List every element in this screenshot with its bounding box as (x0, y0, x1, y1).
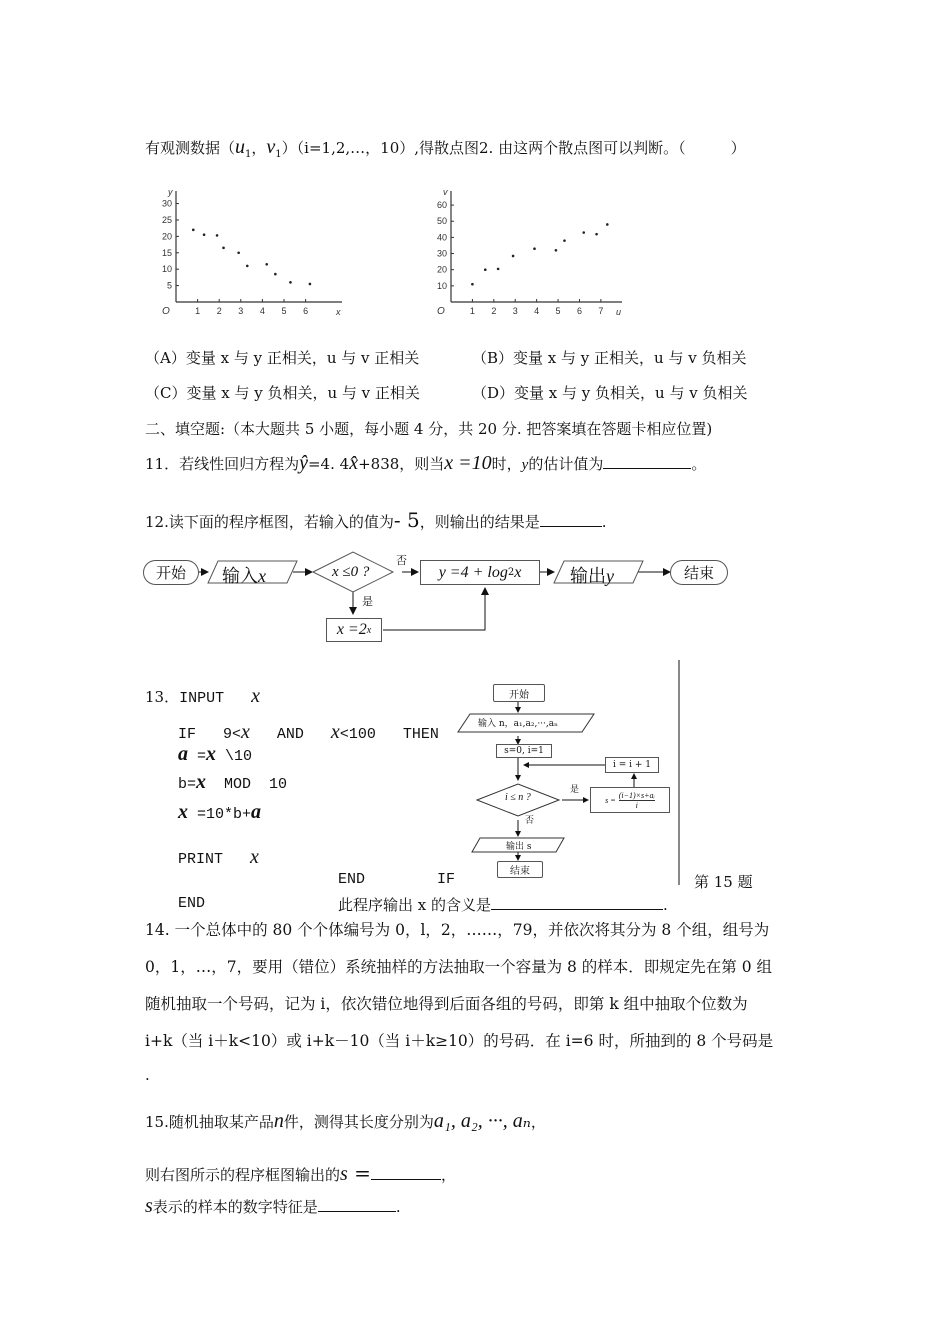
fc12-end: 结束 (670, 560, 728, 585)
fc15-fraction: $\frac{\text{(i−1)×s+aᵢ}}{i}$ (618, 790, 655, 810)
fc15-update-s: s = $\frac{\text{(i−1)×s+aᵢ}}{i}$ (590, 787, 670, 813)
y-tick-label: 40 (436, 232, 447, 243)
fc12-input: 输入x (222, 566, 266, 587)
data-point (274, 273, 277, 276)
y-tick-label: 20 (436, 264, 447, 275)
y-tick-label: 30 (161, 198, 172, 209)
q11-mid: =4. 4 (307, 455, 350, 473)
intro-line (145, 136, 746, 160)
data-point (606, 223, 609, 226)
option-b: （B）变量 x 与 y 正相关，u 与 v 负相关 (472, 349, 747, 367)
q15-answer-blank-1[interactable] (371, 1165, 441, 1180)
q15-sequence: a₁, a₂, ···, aₙ (433, 1110, 531, 1132)
q11-xhat: x̂ (349, 452, 359, 474)
x-tick-label: 2 (216, 306, 222, 316)
fc12-assign-box: x =2 x (326, 618, 382, 642)
fc12-yes-label: 是 (362, 595, 373, 608)
q13-line-7: END IF (338, 871, 456, 888)
q12-end: . (601, 513, 607, 531)
option-a: （A）变量 x 与 y 正相关，u 与 v 正相关 (145, 349, 420, 367)
data-point (216, 234, 219, 237)
fc15-update-i: i = i + 1 (605, 757, 659, 773)
x-axis-label: x (336, 307, 341, 317)
q12-input-value: - 5 (393, 508, 420, 532)
origin-label: O (437, 306, 445, 317)
fc15-start: 开始 (493, 684, 545, 702)
fc12-output: 输出y (570, 566, 614, 587)
data-point (595, 233, 598, 236)
q13-line-2: IF 9<x AND x<100 THEN (178, 721, 439, 743)
q14-line-5: . (145, 1066, 150, 1084)
y-tick-label: 60 (436, 200, 447, 211)
var-u: u (235, 136, 246, 158)
fc15-input: 输入 n，a₁,a₂,···,aₙ (478, 719, 559, 729)
intro-pre: 有观测数据（ (145, 139, 236, 157)
data-point (237, 251, 240, 254)
y-tick-label: 25 (161, 214, 172, 225)
x-tick-label: 4 (534, 306, 540, 316)
y-tick-label: 10 (436, 280, 447, 291)
q14-line-3: 随机抽取一个号码，记为 i，依次错位地得到后面各组的号码，即第 k 组中抽取个位数为 (145, 995, 748, 1013)
x-axis-label: u (616, 307, 622, 317)
fc15-init: s=0, i=1 (496, 744, 552, 758)
y-tick-label: 15 (161, 247, 172, 258)
q11-post3: 的估计值为 (528, 455, 604, 473)
fc12-calc-box: y =4 + log 2 x (420, 560, 540, 585)
data-point (512, 255, 515, 258)
intro-post: ）（i=1,2,…，10）,得散点图2. 由这两个散点图可以判断。（ ） (281, 139, 746, 157)
x-tick-label: 1 (195, 306, 201, 316)
data-point (265, 263, 268, 266)
intro-sep: ， (251, 139, 267, 157)
y-tick-label: 20 (161, 231, 172, 242)
data-point (484, 268, 487, 271)
flowchart-15-connectors (450, 660, 690, 890)
x-tick-label: 6 (303, 306, 309, 316)
q15-line-2: 则右图所示的程序框图输出的s = ， (145, 1161, 456, 1185)
q13-meaning: 此程序输出 x 的含义是 . (338, 896, 668, 914)
y-tick-label: 5 (166, 280, 172, 291)
x-tick-label: 3 (238, 306, 244, 316)
data-point (289, 281, 292, 284)
scatter-plot-uv (425, 185, 630, 320)
fc15-end: 结束 (497, 861, 543, 878)
fc12-arrow-loop (383, 588, 485, 630)
q15-answer-blank-2[interactable] (318, 1197, 396, 1212)
option-d: （D）变量 x 与 y 负相关，u 与 v 负相关 (472, 384, 748, 402)
q12-post: ，则输出的结果是 (419, 513, 540, 531)
data-point (563, 239, 566, 242)
fc15-no-label: 否 (525, 816, 535, 826)
data-point (309, 283, 312, 286)
x-tick-label: 7 (598, 306, 604, 316)
x-tick-label: 3 (512, 306, 518, 316)
fc15-condition: i ≤ n ? (505, 792, 531, 803)
q13-line-1: 13．INPUT x (145, 685, 261, 707)
scatter-plot-xy (150, 185, 350, 320)
q11-post2: 时， (491, 455, 522, 473)
v-subscript: 1 (275, 149, 282, 160)
q11-yhat: ŷ (299, 452, 308, 474)
q11-y: y (521, 457, 529, 473)
q11-answer-blank[interactable] (603, 454, 691, 469)
y-axis-label: v (443, 187, 448, 197)
data-point (497, 268, 500, 271)
data-point (203, 233, 206, 236)
fc12-start: 开始 (143, 560, 199, 585)
data-point (246, 265, 249, 268)
option-c: （C）变量 x 与 y 负相关，u 与 v 正相关 (145, 384, 420, 402)
data-point (192, 229, 195, 232)
var-v: v (266, 136, 276, 158)
q12-answer-blank[interactable] (540, 512, 602, 527)
x-tick-label: 2 (491, 306, 497, 316)
data-point (555, 249, 558, 252)
x-tick-label: 1 (469, 306, 475, 316)
q14-line-1: 14. 一个总体中的 80 个个体编号为 0，l，2，……，79，并依次将其分为 8 个组，组号为 (145, 921, 770, 939)
data-point (471, 283, 474, 286)
fc15-yes-label: 是 (570, 785, 580, 795)
fc12-condition: x ≤0 ? (332, 564, 370, 580)
q11-post: +838，则当 (358, 455, 445, 473)
data-point (582, 231, 585, 234)
q13-answer-blank[interactable] (491, 895, 663, 910)
fc15-caption: 第 15 题 (694, 873, 753, 891)
q14-line-4: i+k（当 i＋k<10）或 i+k－10（当 i＋k≥10）的号码．在 i=6 时，所抽到的 8 个号码是 (145, 1032, 774, 1050)
q12-pre: 12.读下面的程序框图，若输入的值为 (145, 513, 394, 531)
data-point (222, 247, 225, 250)
q13-line-6: PRINT x (178, 846, 259, 868)
origin-label: O (162, 306, 170, 317)
q13-line-3: a =x \10 (178, 743, 253, 765)
y-tick-label: 30 (436, 248, 447, 259)
fc15-output: 输出 s (506, 842, 532, 852)
x-tick-label: 5 (555, 306, 561, 316)
u-subscript: 1 (245, 149, 252, 160)
q13-line-5: x =10*b+a (178, 801, 262, 823)
q14-line-2: 0，1，…，7，要用（错位）系统抽样的方法抽取一个容量为 8 的样本．即规定先在第 0 组 (145, 958, 773, 976)
y-tick-label: 10 (161, 264, 172, 275)
q11-x-eq: x =10 (444, 452, 492, 474)
y-tick-label: 50 (436, 216, 447, 227)
data-point (533, 247, 536, 250)
q13-line-8: END (178, 895, 206, 912)
q13-line-4: b=x MOD 10 (178, 771, 288, 793)
fc12-no-label: 否 (396, 554, 407, 567)
question-12 (145, 508, 607, 532)
x-tick-label: 6 (576, 306, 582, 316)
section-heading: 二、填空题:（本大题共 5 小题，每小题 4 分，共 20 分. 把答案填在答题卡相应位置) (145, 420, 713, 438)
q11-pre: 11．若线性回归方程为 (145, 455, 300, 473)
question-11 (145, 452, 706, 475)
q11-end: 。 (691, 455, 707, 473)
x-tick-label: 4 (259, 306, 265, 316)
x-tick-label: 5 (281, 306, 287, 316)
q15-line-3: s表示的样本的数字特征是 . (145, 1195, 401, 1217)
y-axis-label: y (168, 187, 173, 197)
question-15: 15.随机抽取某产品n件，测得其长度分别为a₁, a₂, ···, aₙ， (145, 1110, 546, 1132)
